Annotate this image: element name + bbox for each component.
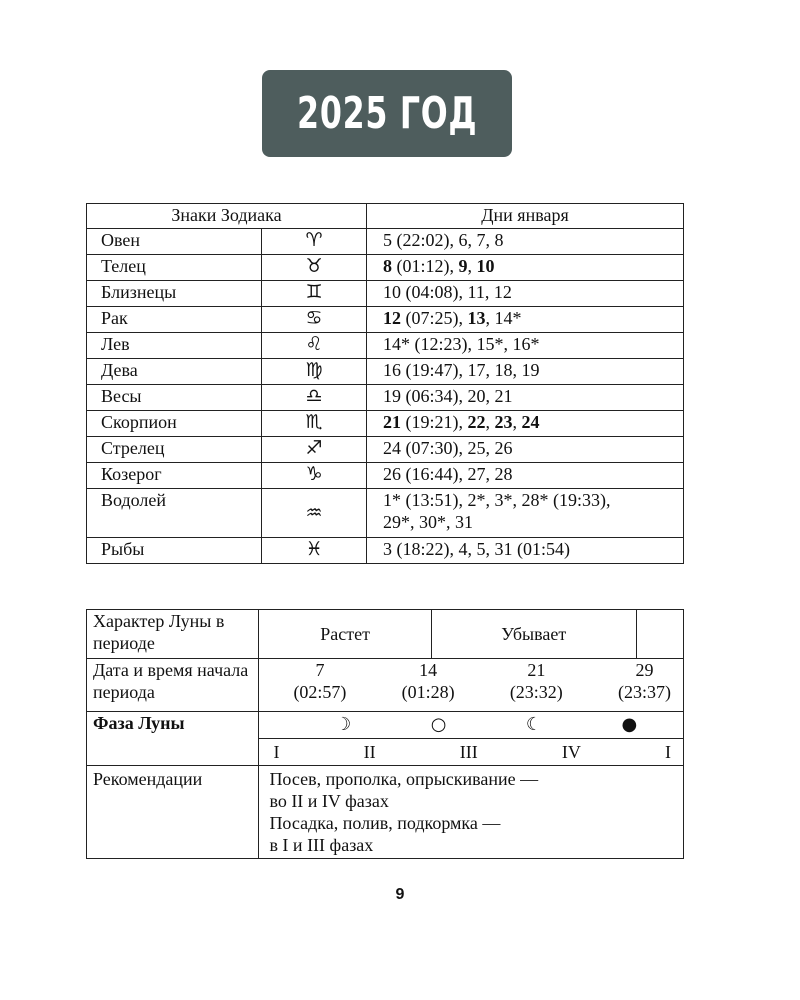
day-text: , [467,256,477,276]
moon-dates-cell [259,659,684,712]
day-text: 26 (16:44), 27, 28 [383,464,513,484]
zodiac-row [87,229,684,255]
day-text: (01:12), [392,256,459,276]
moon-growing: Растет [259,610,431,659]
day-text: , 14* [485,308,522,328]
zodiac-days [367,229,684,255]
moon-date-2-day: 14 [419,660,438,680]
zodiac-sign-name: Стрелец [87,437,262,463]
moon-character-row [87,610,684,659]
moon-date-3-time: (23:32) [509,682,563,702]
zodiac-table-body [87,204,684,564]
moon-waning: Убывает [431,610,636,659]
zodiac-symbol-icon: ♌ [262,333,367,359]
moon-phase-icons [265,714,677,736]
zodiac-symbol-icon: ♑ [262,463,367,489]
phase-number-3: III [459,742,478,762]
moon-date-4-time: (23:37) [618,682,671,702]
year-title: 2025 ГОД [296,88,478,139]
zodiac-days [367,359,684,385]
zodiac-row [87,385,684,411]
zodiac-days [367,307,684,333]
zodiac-symbol-icon: ♒ [262,489,367,538]
zodiac-days [367,463,684,489]
recommend-line-4: в I и III фазах [269,835,374,855]
day-number-bold: 10 [476,256,495,276]
zodiac-days [367,385,684,411]
moon-table [86,609,684,859]
zodiac-symbol-icon: ♎ [262,385,367,411]
zodiac-row [87,359,684,385]
moon-phase-label: Фаза Луны [87,712,259,739]
phase-number-4: IV [561,742,581,762]
zodiac-row [87,411,684,437]
day-text: 19 (06:34), 20, 21 [383,386,513,406]
recommend-line-3: Посадка, полив, подкормка — [269,813,501,833]
moon-date-2-time: (01:28) [401,682,455,702]
moon-date-2 [402,659,455,703]
day-number-bold: 22 [467,412,486,432]
phase-number-5: I [664,742,671,762]
zodiac-sign-name: Козерог [87,463,262,489]
moon-dates-list [265,659,677,703]
moon-recommend-label: Рекомендации [87,766,259,859]
moon-date-4-day: 29 [635,660,654,680]
zodiac-days [367,281,684,307]
year-title-badge [262,70,512,157]
phase-number-1: I [273,742,280,762]
zodiac-symbol-icon: ♊ [262,281,367,307]
moon-phase-row [87,712,684,739]
day-text: , [485,412,495,432]
waxing-crescent-icon: ☽ [335,714,352,735]
moon-recommend-row [87,766,684,859]
zodiac-days [367,538,684,564]
day-number-bold: 8 [383,256,392,276]
day-number-bold: 23 [494,412,513,432]
day-text: 10 (04:08), 11, 12 [383,282,512,302]
day-number-bold: 24 [521,412,540,432]
moon-phase-icons-cell [259,712,684,739]
day-number-bold: 21 [383,412,401,432]
new-moon-icon: ● [621,714,638,735]
day-number-bold: 13 [467,308,486,328]
zodiac-sign-name: Лев [87,333,262,359]
zodiac-header-sign: Знаки Зодиака [87,204,367,229]
moon-recommend-cell [259,766,684,859]
day-text: 3 (18:22), 4, 5, 31 (01:54) [383,539,570,559]
moon-date-4 [618,659,671,703]
day-text: , [512,412,522,432]
day-number-bold: 9 [458,256,468,276]
day-text: 16 (19:47), 17, 18, 19 [383,360,540,380]
zodiac-sign-name: Рак [87,307,262,333]
moon-phase-numbers-cell [259,739,684,766]
zodiac-symbol-icon: ♈ [262,229,367,255]
zodiac-sign-name: Близнецы [87,281,262,307]
full-moon-icon: ○ [430,714,447,735]
day-text: 1* (13:51), 2*, 3*, 28* (19:33), [383,490,611,510]
zodiac-header-row [87,204,684,229]
zodiac-sign-name: Дева [87,359,262,385]
zodiac-symbol-icon: ♍ [262,359,367,385]
zodiac-symbol-icon: ♏ [262,411,367,437]
moon-date-1-time: (02:57) [293,682,347,702]
zodiac-row [87,437,684,463]
zodiac-sign-name: Телец [87,255,262,281]
day-text: (22:02), 6, 7, 8 [392,230,504,250]
zodiac-sign-name: Весы [87,385,262,411]
zodiac-symbol-icon: ♓ [262,538,367,564]
zodiac-sign-name: Рыбы [87,538,262,564]
zodiac-sign-name: Водолей [87,489,262,538]
day-text: 29*, 30*, 31 [383,512,473,532]
zodiac-symbol-icon: ♉ [262,255,367,281]
zodiac-days [367,489,684,538]
zodiac-days [367,333,684,359]
zodiac-days [367,437,684,463]
day-text: (19:21), [401,412,468,432]
day-text: (07:25), [401,308,468,328]
moon-dates-label: Дата и время начала периода [87,659,259,712]
zodiac-row [87,463,684,489]
zodiac-row [87,333,684,359]
zodiac-row [87,307,684,333]
moon-phase-numbers [265,741,677,763]
day-text: 5 [383,230,392,250]
moon-character-label: Характер Луны в периоде [87,610,259,659]
day-number-bold: 12 [383,308,401,328]
moon-date-3 [510,659,563,703]
recommend-line-1: Посев, прополка, опрыскивание — [269,769,539,789]
day-text: 24 (07:30), 25, 26 [383,438,513,458]
moon-phase-numbers-row [87,739,684,766]
moon-date-3-day: 21 [527,660,546,680]
zodiac-symbol-icon: ♋ [262,307,367,333]
zodiac-row [87,281,684,307]
phase-number-2: II [363,742,376,762]
zodiac-days [367,255,684,281]
zodiac-table [86,203,684,564]
zodiac-sign-name: Скорпион [87,411,262,437]
recommend-line-2: во II и IV фазах [269,791,389,811]
zodiac-symbol-icon: ♐ [262,437,367,463]
page-number: 9 [395,886,405,903]
moon-date-1-day: 7 [315,660,325,680]
zodiac-sign-name: Овен [87,229,262,255]
zodiac-row [87,255,684,281]
moon-dates-row [87,659,684,712]
zodiac-row [87,489,684,538]
moon-date-1 [293,659,346,703]
zodiac-header-days: Дни января [367,204,684,229]
moon-phase-numbers-spacer [87,739,259,766]
zodiac-days [367,411,684,437]
zodiac-row [87,538,684,564]
waning-crescent-icon: ☾ [525,714,543,735]
day-text: 14* (12:23), 15*, 16* [383,334,540,354]
moon-empty-cell [636,610,683,659]
